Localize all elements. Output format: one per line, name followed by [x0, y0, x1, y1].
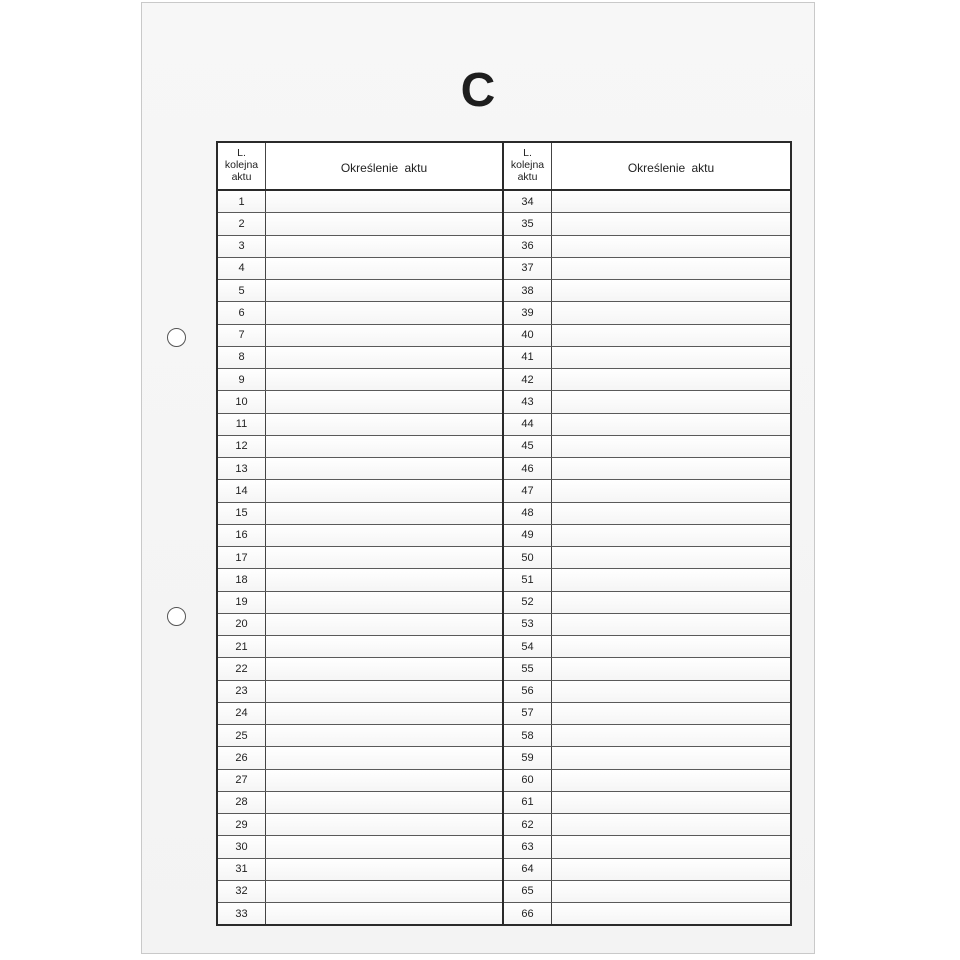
act-number-cell: 34 — [504, 191, 552, 212]
act-description-cell[interactable] — [552, 213, 790, 234]
act-description-cell[interactable] — [552, 547, 790, 568]
act-description-cell[interactable] — [552, 347, 790, 368]
act-number-cell: 65 — [504, 881, 552, 902]
act-number-cell: 10 — [218, 391, 266, 412]
act-description-cell[interactable] — [552, 325, 790, 346]
table-row — [218, 347, 502, 369]
table-row — [218, 569, 502, 591]
act-number-cell: 55 — [504, 658, 552, 679]
act-description-cell[interactable] — [552, 391, 790, 412]
act-number-cell: 3 — [218, 236, 266, 257]
act-description-cell[interactable] — [266, 859, 502, 880]
table-row — [218, 480, 502, 502]
act-description-cell[interactable] — [552, 814, 790, 835]
register-column-left — [218, 143, 504, 924]
act-number-cell: 21 — [218, 636, 266, 657]
table-row — [218, 636, 502, 658]
table-row — [504, 747, 790, 769]
act-number-cell: 64 — [504, 859, 552, 880]
table-row — [218, 770, 502, 792]
act-register-table — [216, 141, 792, 926]
act-description-cell[interactable] — [552, 480, 790, 501]
table-row — [218, 725, 502, 747]
act-description-cell[interactable] — [552, 191, 790, 212]
table-row — [504, 391, 790, 413]
table-row — [218, 792, 502, 814]
act-description-cell[interactable] — [266, 903, 502, 924]
act-number-cell: 59 — [504, 747, 552, 768]
act-description-cell[interactable] — [266, 302, 502, 323]
index-letter: C — [460, 64, 496, 117]
act-description-cell[interactable] — [552, 792, 790, 813]
act-description-cell[interactable] — [552, 302, 790, 323]
act-description-cell[interactable] — [552, 725, 790, 746]
act-number-cell: 12 — [218, 436, 266, 457]
act-description-cell[interactable] — [266, 458, 502, 479]
table-row — [218, 436, 502, 458]
act-number-cell: 54 — [504, 636, 552, 657]
table-row — [504, 280, 790, 302]
act-number-cell: 56 — [504, 681, 552, 702]
table-row — [504, 703, 790, 725]
table-row — [504, 302, 790, 324]
act-number-cell: 40 — [504, 325, 552, 346]
table-row — [218, 414, 502, 436]
table-row — [504, 347, 790, 369]
table-row — [218, 747, 502, 769]
act-description-cell[interactable] — [552, 881, 790, 902]
act-description-cell[interactable] — [266, 770, 502, 791]
act-number-cell: 45 — [504, 436, 552, 457]
table-row — [218, 836, 502, 858]
table-row — [504, 569, 790, 591]
table-row — [218, 302, 502, 324]
act-description-cell[interactable] — [552, 903, 790, 924]
table-row — [504, 525, 790, 547]
table-row — [504, 480, 790, 502]
act-number-cell: 4 — [218, 258, 266, 279]
act-description-cell[interactable] — [552, 859, 790, 880]
act-description-cell[interactable] — [266, 658, 502, 679]
act-description-cell[interactable] — [552, 458, 790, 479]
table-row — [218, 703, 502, 725]
table-row — [218, 859, 502, 881]
act-number-cell: 16 — [218, 525, 266, 546]
act-description-cell[interactable] — [552, 592, 790, 613]
act-description-cell[interactable] — [266, 547, 502, 568]
act-number-cell: 38 — [504, 280, 552, 301]
act-description-cell[interactable] — [552, 703, 790, 724]
act-description-cell[interactable] — [552, 770, 790, 791]
act-description-cell[interactable] — [266, 213, 502, 234]
act-description-cell[interactable] — [552, 569, 790, 590]
act-number-cell: 37 — [504, 258, 552, 279]
table-row — [218, 258, 502, 280]
act-number-cell: 35 — [504, 213, 552, 234]
act-description-cell[interactable] — [266, 569, 502, 590]
act-description-cell[interactable] — [266, 369, 502, 390]
act-number-cell: 36 — [504, 236, 552, 257]
register-header — [504, 143, 790, 191]
act-description-cell[interactable] — [266, 703, 502, 724]
act-number-cell: 60 — [504, 770, 552, 791]
act-description-cell[interactable] — [552, 836, 790, 857]
table-row — [218, 369, 502, 391]
table-row — [504, 236, 790, 258]
table-row — [218, 881, 502, 903]
act-description-cell[interactable] — [266, 280, 502, 301]
act-number-cell: 19 — [218, 592, 266, 613]
act-description-cell[interactable] — [266, 414, 502, 435]
act-number-header: L. kolejna aktu — [218, 143, 266, 189]
table-row — [218, 814, 502, 836]
act-number-cell: 32 — [218, 881, 266, 902]
act-number-cell: 50 — [504, 547, 552, 568]
act-number-cell: 57 — [504, 703, 552, 724]
act-number-cell: 41 — [504, 347, 552, 368]
table-row — [504, 614, 790, 636]
act-number-cell: 39 — [504, 302, 552, 323]
register-header — [218, 143, 502, 191]
act-number-cell: 28 — [218, 792, 266, 813]
act-description-cell[interactable] — [266, 636, 502, 657]
table-row — [504, 636, 790, 658]
table-row — [218, 547, 502, 569]
act-description-cell[interactable] — [266, 747, 502, 768]
act-number-cell: 6 — [218, 302, 266, 323]
act-description-header: Określenie aktu — [627, 161, 715, 175]
table-row — [218, 614, 502, 636]
punch-hole-bottom — [167, 607, 186, 626]
table-row — [504, 770, 790, 792]
act-description-cell[interactable] — [266, 503, 502, 524]
table-row — [504, 414, 790, 436]
act-number-cell: 62 — [504, 814, 552, 835]
act-description-cell[interactable] — [266, 614, 502, 635]
table-row — [218, 458, 502, 480]
table-row — [504, 369, 790, 391]
act-description-cell[interactable] — [266, 258, 502, 279]
act-number-cell: 43 — [504, 391, 552, 412]
table-row — [504, 592, 790, 614]
act-number-cell: 49 — [504, 525, 552, 546]
act-description-cell[interactable] — [266, 347, 502, 368]
table-row — [218, 681, 502, 703]
table-row — [218, 325, 502, 347]
table-row — [504, 325, 790, 347]
act-description-cell[interactable] — [552, 436, 790, 457]
act-number-cell: 8 — [218, 347, 266, 368]
act-number-cell: 22 — [218, 658, 266, 679]
table-row — [504, 258, 790, 280]
act-number-cell: 5 — [218, 280, 266, 301]
act-description-cell[interactable] — [266, 814, 502, 835]
table-row — [218, 503, 502, 525]
act-description-cell[interactable] — [552, 747, 790, 768]
act-number-cell: 52 — [504, 592, 552, 613]
table-row — [218, 903, 502, 924]
act-number-cell: 20 — [218, 614, 266, 635]
act-description-cell[interactable] — [552, 614, 790, 635]
act-description-cell[interactable] — [552, 414, 790, 435]
act-description-cell[interactable] — [552, 658, 790, 679]
act-description-cell[interactable] — [266, 792, 502, 813]
table-row — [218, 236, 502, 258]
act-number-cell: 46 — [504, 458, 552, 479]
act-number-cell: 15 — [218, 503, 266, 524]
act-description-cell[interactable] — [266, 836, 502, 857]
register-rows — [504, 191, 790, 924]
act-description-cell[interactable] — [552, 258, 790, 279]
act-number-cell: 51 — [504, 569, 552, 590]
act-number-cell: 29 — [218, 814, 266, 835]
act-number-header: L. kolejna aktu — [504, 143, 552, 189]
act-description-cell[interactable] — [266, 480, 502, 501]
act-number-cell: 30 — [218, 836, 266, 857]
table-row — [218, 213, 502, 235]
act-description-cell[interactable] — [266, 881, 502, 902]
act-number-cell: 17 — [218, 547, 266, 568]
act-number-cell: 23 — [218, 681, 266, 702]
act-number-cell: 66 — [504, 903, 552, 924]
act-description-cell[interactable] — [266, 725, 502, 746]
table-row — [504, 458, 790, 480]
table-row — [504, 547, 790, 569]
act-number-cell: 9 — [218, 369, 266, 390]
table-row — [504, 658, 790, 680]
act-number-cell: 13 — [218, 458, 266, 479]
table-row — [218, 658, 502, 680]
table-row — [504, 213, 790, 235]
act-number-cell: 11 — [218, 414, 266, 435]
act-description-cell[interactable] — [552, 503, 790, 524]
table-row — [218, 280, 502, 302]
act-number-cell: 2 — [218, 213, 266, 234]
act-number-cell: 33 — [218, 903, 266, 924]
act-number-cell: 25 — [218, 725, 266, 746]
act-number-cell: 63 — [504, 836, 552, 857]
table-row — [504, 792, 790, 814]
table-row — [504, 681, 790, 703]
act-number-cell: 58 — [504, 725, 552, 746]
act-description-cell[interactable] — [266, 592, 502, 613]
act-number-cell: 42 — [504, 369, 552, 390]
table-row — [218, 525, 502, 547]
table-row — [504, 836, 790, 858]
act-number-cell: 1 — [218, 191, 266, 212]
act-number-cell: 24 — [218, 703, 266, 724]
act-description-cell[interactable] — [552, 636, 790, 657]
table-row — [504, 859, 790, 881]
register-column-right — [504, 143, 790, 924]
act-number-cell: 53 — [504, 614, 552, 635]
act-number-cell: 27 — [218, 770, 266, 791]
act-number-cell: 18 — [218, 569, 266, 590]
table-row — [504, 191, 790, 213]
act-description-header: Określenie aktu — [340, 161, 428, 175]
act-description-cell[interactable] — [266, 681, 502, 702]
table-row — [218, 191, 502, 213]
act-description-cell[interactable] — [552, 525, 790, 546]
act-description-cell[interactable] — [552, 236, 790, 257]
act-number-cell: 61 — [504, 792, 552, 813]
act-description-cell[interactable] — [552, 681, 790, 702]
act-number-cell: 14 — [218, 480, 266, 501]
table-row — [504, 436, 790, 458]
punch-hole-top — [167, 328, 186, 347]
act-number-cell: 47 — [504, 480, 552, 501]
act-description-cell[interactable] — [266, 325, 502, 346]
act-number-cell: 31 — [218, 859, 266, 880]
act-description-cell[interactable] — [266, 436, 502, 457]
act-description-cell[interactable] — [266, 525, 502, 546]
act-number-cell: 44 — [504, 414, 552, 435]
act-description-cell[interactable] — [266, 191, 502, 212]
table-row — [504, 814, 790, 836]
act-number-cell: 7 — [218, 325, 266, 346]
table-row — [504, 903, 790, 924]
act-number-cell: 48 — [504, 503, 552, 524]
table-row — [504, 881, 790, 903]
register-rows — [218, 191, 502, 924]
act-number-cell: 26 — [218, 747, 266, 768]
act-description-cell[interactable] — [552, 280, 790, 301]
act-description-cell[interactable] — [266, 391, 502, 412]
act-description-cell[interactable] — [266, 236, 502, 257]
act-description-cell[interactable] — [552, 369, 790, 390]
table-row — [504, 503, 790, 525]
table-row — [218, 592, 502, 614]
table-row — [218, 391, 502, 413]
table-row — [504, 725, 790, 747]
